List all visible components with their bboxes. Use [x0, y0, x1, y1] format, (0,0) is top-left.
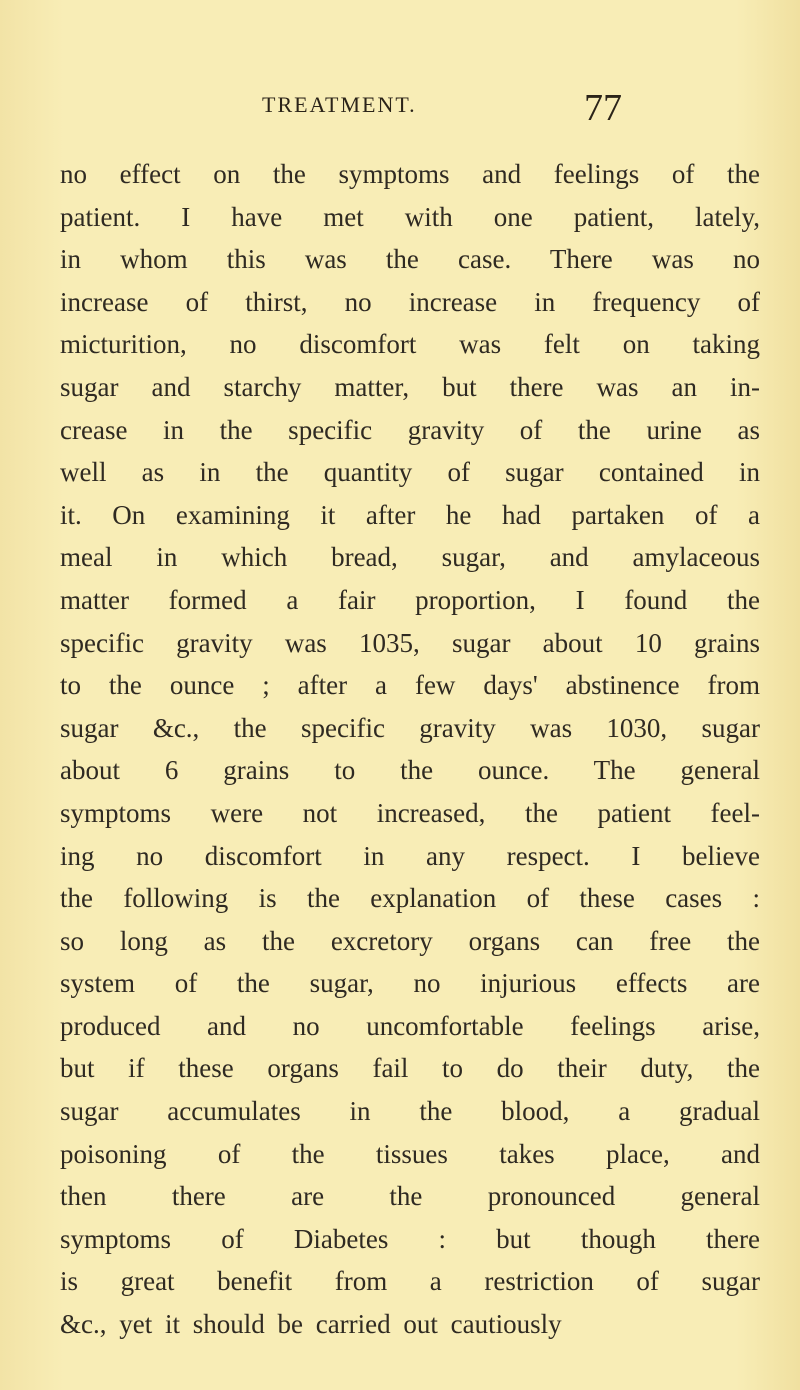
text-line: symptoms were not increased, the patient feel-: [60, 797, 760, 828]
text-line: specific gravity was 1035, sugar about 10 grains: [60, 627, 760, 658]
text-line: matter formed a fair proportion, I found the: [60, 584, 760, 615]
text-line: increase of thirst, no increase in frequency of: [60, 286, 760, 317]
text-line: micturition, no discomfort was felt on taking: [60, 329, 760, 360]
text-line: is great benefit from a restriction of sugar: [60, 1266, 760, 1297]
text-line: poisoning of the tissues takes place, and: [60, 1138, 760, 1169]
text-line: the following is the explanation of these cases :: [60, 883, 760, 914]
text-line: patient. I have met with one patient, lately,: [60, 201, 760, 232]
text-line: sugar accumulates in the blood, a gradual: [60, 1096, 760, 1127]
text-line: system of the sugar, no injurious effects are: [60, 968, 760, 999]
page-number: 77: [584, 87, 622, 129]
text-line: crease in the specific gravity of the urine as: [60, 414, 760, 445]
text-line: in whom this was the case. There was no: [60, 244, 760, 275]
text-line: no effect on the symptoms and feelings of the: [60, 159, 760, 189]
page-header: [0, 88, 800, 132]
text-line: to the ounce ; after a few days' abstinence from: [60, 670, 760, 701]
text-line: sugar and starchy matter, but there was an in-: [60, 371, 760, 402]
text-line: ing no discomfort in any respect. I believe: [60, 840, 760, 871]
text-line: produced and no uncomfortable feelings arise,: [60, 1010, 760, 1041]
text-line: meal in which bread, sugar, and amylaceous: [60, 542, 760, 573]
text-line: but if these organs fail to do their duty, the: [60, 1053, 760, 1084]
text-line: sugar &c., the specific gravity was 1030, sugar: [60, 712, 760, 743]
running-head: TREATMENT.: [262, 92, 417, 117]
body-text: [60, 153, 760, 1346]
text-line: then there are the pronounced general: [60, 1181, 760, 1212]
text-line: &c., yet it should be carried out cautiously: [60, 1309, 562, 1340]
text-line: it. On examining it after he had partaken of a: [60, 499, 760, 530]
text-line: symptoms of Diabetes : but though there: [60, 1223, 760, 1254]
text-line: well as in the quantity of sugar contained in: [60, 457, 760, 488]
text-line: about 6 grains to the ounce. The general: [60, 755, 760, 786]
text-line: so long as the excretory organs can free the: [60, 925, 760, 956]
